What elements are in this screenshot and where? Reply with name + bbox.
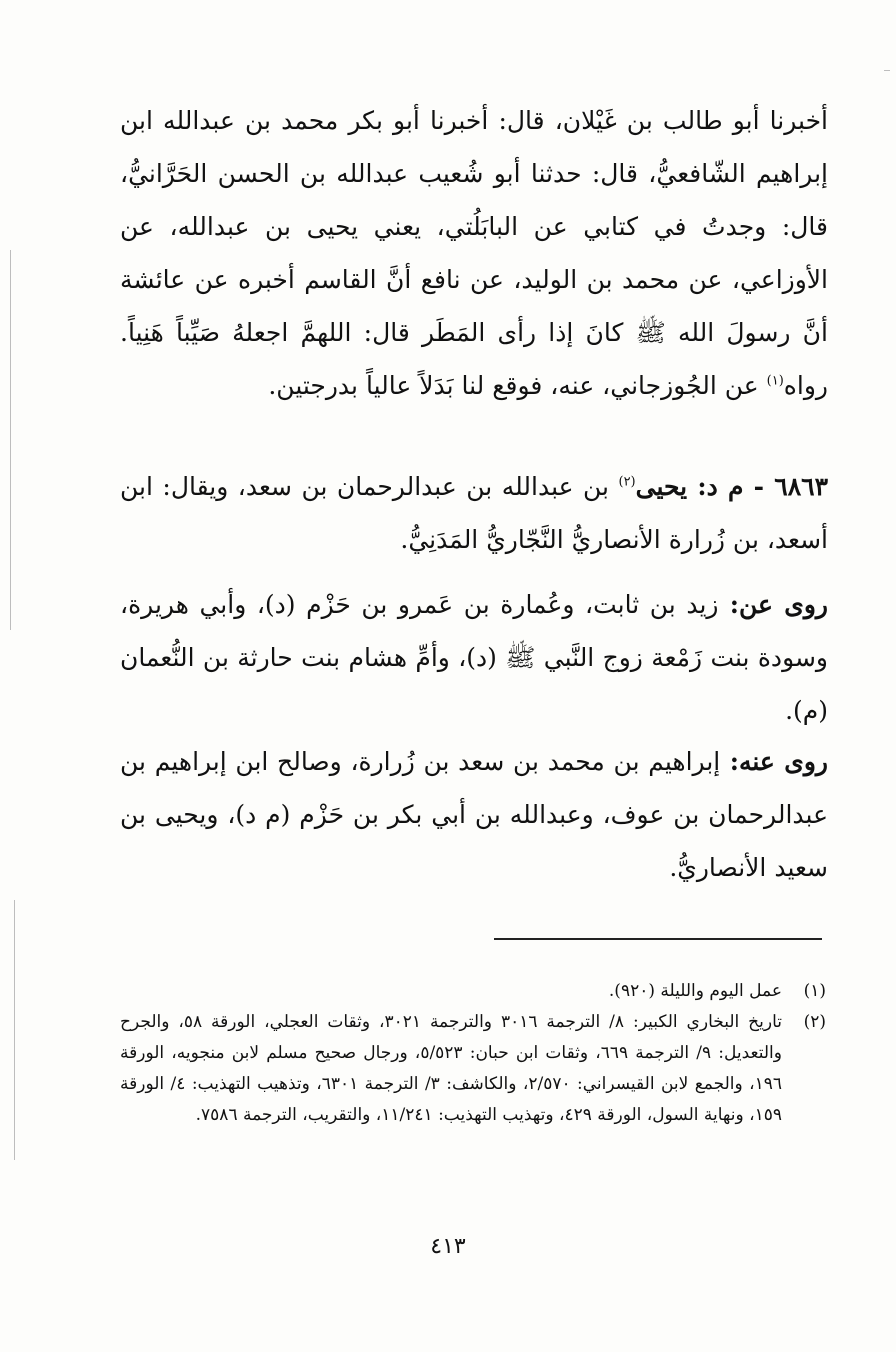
paragraph-text: أخبرنا أبو طالب بن غَيْلان، قال: أخبرنا أبو بكر محمد بن عبدالله ابن إبراهيم الشّافعيُّ، قال: حدثنا أبو شُعيب عبدالله بن الحسن الحَرَّانيُّ، قال: وجدتُ في كتابي عن البابَلُتي، يعني يحيى بن عبدالله، عن الأوزاعي، عن محمد بن الوليد، عن نافع أنَّ القاسم أخبره عن عائشة أنَّ رسولَ الله ﷺ كانَ إذا رأى المَطَر قال: اللهمَّ اجعلهُ صَيِّباً هَنِياً. رواه [120, 106, 828, 400]
scan-edge-mark [14, 900, 15, 1160]
entry-number-heading: ٦٨٦٣ - م د: يحيى [635, 472, 828, 501]
footnote-text: تاريخ البخاري الكبير: ٨/ الترجمة ٣٠١٦ والترجمة ٣٠٢١، وثقات العجلي، الورقة ٥٨، والجرح والتعديل: ٩/ الترجمة ٦٦٩، وثقات ابن حبان: ٥/٥٢٣، ورجال صحيح مسلم لابن منجويه، الورقة ١٩٦، والجمع لابن القيسراني: ٢/٥٧٠، والكاشف: ٣/ الترجمة ٦٣٠١، وتذهيب التهذيب: ٤/ الورقة ١٥٩، ونهاية السول، الورقة ٤٢٩، وتهذيب التهذيب: ١١/٢٤١، والتقريب، الترجمة ٧٥٨٦. [120, 1012, 782, 1125]
scan-edge-mark [10, 250, 11, 630]
footnotes-section [120, 976, 826, 1131]
narrated-by-label: روى عنه: [720, 747, 828, 776]
scan-edge-mark [884, 70, 890, 71]
narrated-from-text: زيد بن ثابت، وعُمارة بن عَمرو بن حَزْم (د)، وأبي هريرة، وسودة بنت زَمْعة زوج النَّبي ﷺ (د)، وأمِّ هشام بنت حارثة بن النُّعمان (م). [120, 590, 828, 725]
footnote-item [120, 976, 826, 1007]
footnote-number: (٢) [803, 1012, 826, 1032]
paragraph-hadith-narration [120, 94, 828, 412]
page-number: ٤١٣ [430, 1234, 466, 1259]
footnote-divider [494, 938, 822, 940]
entry-name-text: بن عبدالله بن عبدالرحمان بن سعد، ويقال: ابن أسعد، بن زُرارة الأنصاريُّ النَّجّاريُّ المَدَنِيُّ. [120, 472, 828, 554]
paragraph-narrated-by [120, 735, 828, 894]
narrated-from-label: روى عن: [718, 590, 829, 619]
footnote-ref-2: (٢) [618, 474, 636, 490]
footnote-text: عمل اليوم والليلة (٩٢٠). [608, 981, 782, 1001]
footnote-item [120, 1007, 826, 1131]
paragraph-entry-header [120, 460, 828, 566]
paragraph-narrated-from [120, 578, 828, 737]
footnote-number: (١) [803, 981, 826, 1001]
footnote-ref-1: (١) [766, 373, 784, 389]
narrated-by-text: إبراهيم بن محمد بن سعد بن زُرارة، وصالح ابن إبراهيم بن عبدالرحمان بن عوف، وعبدالله بن أبي بكر بن حَزْم (م د)، ويحيى بن سعيد الأنصاريُّ. [120, 747, 828, 882]
paragraph-text-tail: عن الجُوزجاني، عنه، فوقع لنا بَدَلاً عالياً بدرجتين. [268, 371, 767, 400]
